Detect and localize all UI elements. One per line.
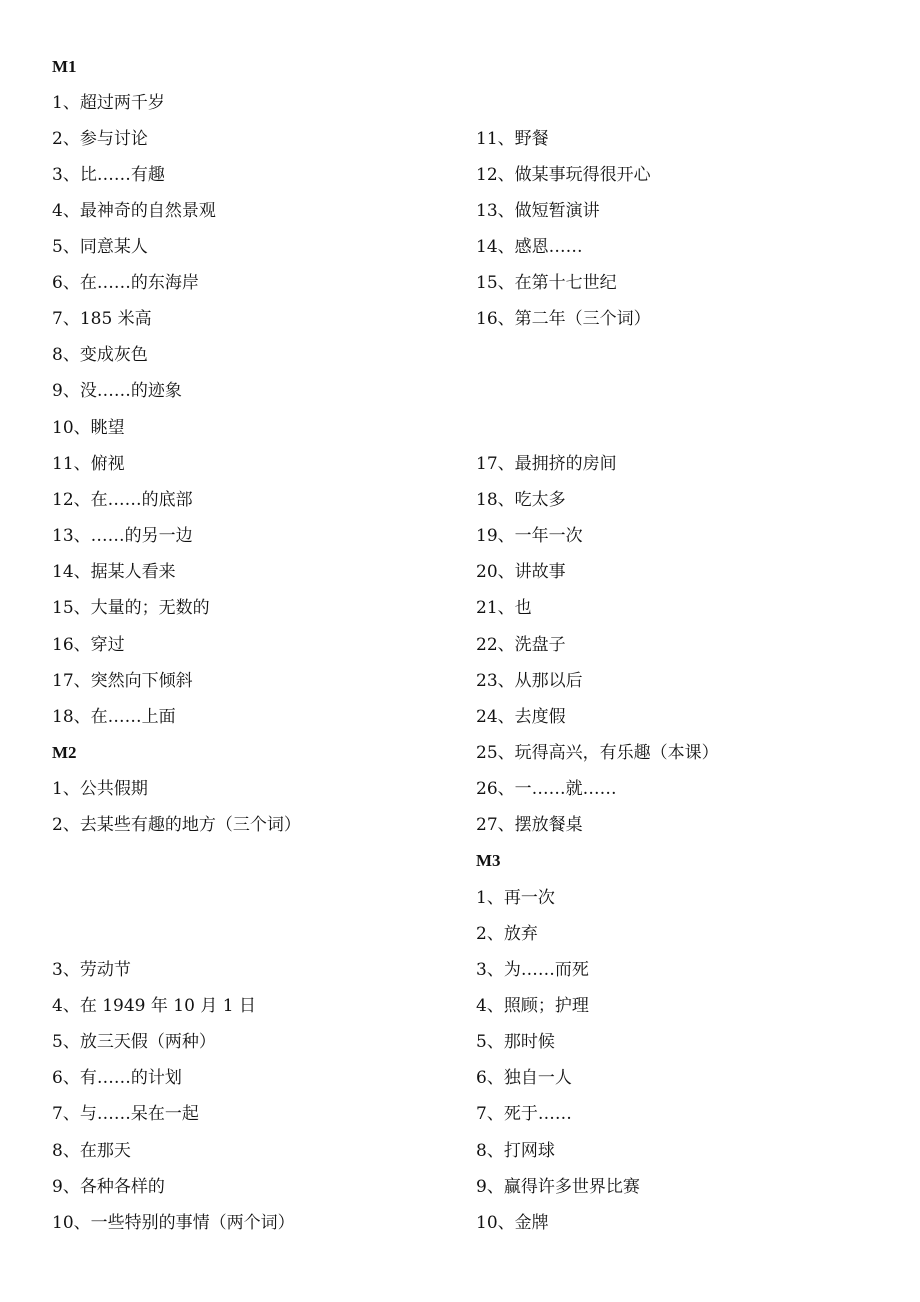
list-item: 18、吃太多 xyxy=(476,490,566,510)
list-item: 8、打网球 xyxy=(476,1141,555,1161)
list-item: 20、讲故事 xyxy=(476,562,566,582)
list-item: 2、参与讨论 xyxy=(52,129,148,149)
list-item: 7、与……呆在一起 xyxy=(52,1104,199,1124)
list-item: 3、劳动节 xyxy=(52,960,131,980)
list-item: 4、照顾；护理 xyxy=(476,996,589,1016)
list-item: 27、摆放餐桌 xyxy=(476,815,583,835)
list-item: 9、各种各样的 xyxy=(52,1177,165,1197)
list-item: 15、在第十七世纪 xyxy=(476,273,617,293)
list-item: 10、金牌 xyxy=(476,1213,549,1233)
section-heading-m1: M1 xyxy=(52,57,77,76)
list-item: 18、在……上面 xyxy=(52,707,176,727)
section-heading-m2: M2 xyxy=(52,743,77,762)
list-item: 9、赢得许多世界比赛 xyxy=(476,1177,640,1197)
list-item: 16、穿过 xyxy=(52,635,125,655)
list-item: 25、玩得高兴，有乐趣（本课） xyxy=(476,743,719,763)
list-item: 13、做短暂演讲 xyxy=(476,201,600,221)
list-item: 14、据某人看来 xyxy=(52,562,176,582)
list-item: 13、……的另一边 xyxy=(52,526,193,546)
list-item: 7、死于…… xyxy=(476,1104,572,1124)
list-item: 19、一年一次 xyxy=(476,526,583,546)
list-item: 6、独自一人 xyxy=(476,1068,572,1088)
list-item: 1、公共假期 xyxy=(52,779,148,799)
list-item: 10、眺望 xyxy=(52,418,125,438)
list-item: 7、185 米高 xyxy=(52,309,152,329)
list-item: 10、一些特别的事情（两个词） xyxy=(52,1213,295,1233)
list-item: 17、突然向下倾斜 xyxy=(52,671,193,691)
list-item: 2、去某些有趣的地方（三个词） xyxy=(52,815,301,835)
list-item: 1、再一次 xyxy=(476,888,555,908)
list-item: 5、那时候 xyxy=(476,1032,555,1052)
list-item: 14、感恩…… xyxy=(476,237,583,257)
list-item: 8、在那天 xyxy=(52,1141,131,1161)
list-item: 3、比……有趣 xyxy=(52,165,165,185)
list-item: 16、第二年（三个词） xyxy=(476,309,651,329)
list-item: 8、变成灰色 xyxy=(52,345,148,365)
list-item: 6、有……的计划 xyxy=(52,1068,182,1088)
list-item: 11、俯视 xyxy=(52,454,125,474)
list-item: 5、放三天假（两种） xyxy=(52,1032,216,1052)
list-item: 5、同意某人 xyxy=(52,237,148,257)
list-item: 17、最拥挤的房间 xyxy=(476,454,617,474)
list-item: 4、最神奇的自然景观 xyxy=(52,201,216,221)
list-item: 12、在……的底部 xyxy=(52,490,193,510)
list-item: 21、也 xyxy=(476,598,532,618)
list-item: 26、一……就…… xyxy=(476,779,617,799)
list-item: 11、野餐 xyxy=(476,129,549,149)
list-item: 15、大量的；无数的 xyxy=(52,598,210,618)
list-item: 3、为……而死 xyxy=(476,960,589,980)
list-item: 2、放弃 xyxy=(476,924,538,944)
list-item: 22、洗盘子 xyxy=(476,635,566,655)
list-item: 24、去度假 xyxy=(476,707,566,727)
list-item: 4、在 1949 年 10 月 1 日 xyxy=(52,996,256,1016)
list-item: 9、没……的迹象 xyxy=(52,381,182,401)
list-item: 1、超过两千岁 xyxy=(52,93,165,113)
list-item: 23、从那以后 xyxy=(476,671,583,691)
list-item: 12、做某事玩得很开心 xyxy=(476,165,651,185)
section-heading-m3: M3 xyxy=(476,851,501,870)
list-item: 6、在……的东海岸 xyxy=(52,273,199,293)
